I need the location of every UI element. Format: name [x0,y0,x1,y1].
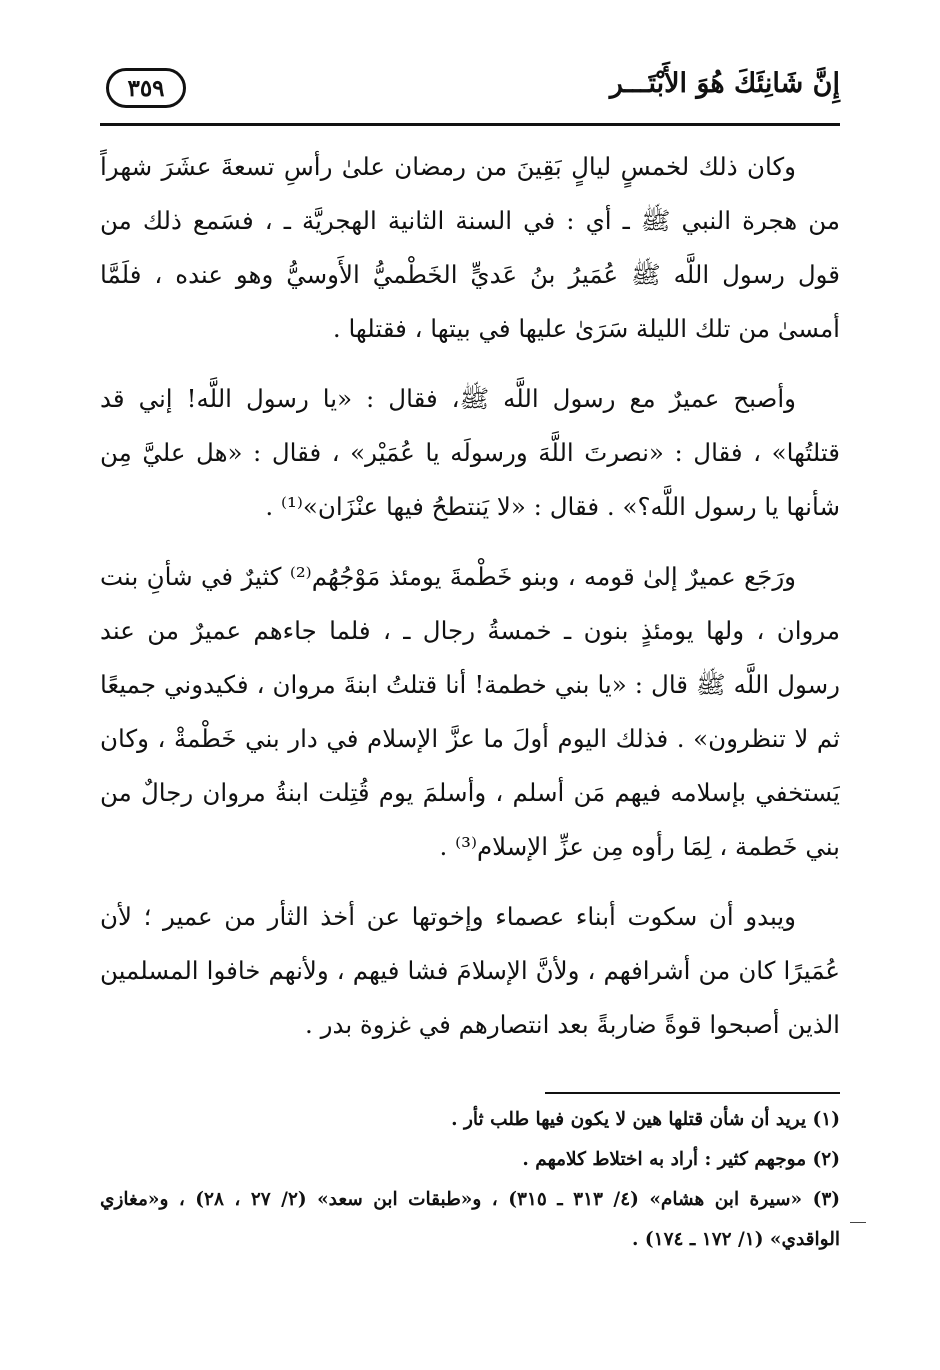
header-rule [100,123,840,126]
page-header [100,60,840,128]
footnote-separator [545,1092,840,1094]
footnote: (١) يريد أن شأن قتلها هين لا يكون فيها طلب ثأر . [451,1109,840,1130]
paragraph: ورَجَع عميرٌ إلىٰ قومه ، وبنو خَطْمةَ يومئذ مَوْجُهُم⁽²⁾ كثيرٌ في شأنِ بنت مروان ، ولها يومئذٍ بنون ـ خمسةُ رجال ـ ، فلما جاءهم عميرٌ من عند رسول اللَّه ﷺ قال : «يا بني خطمة! أنا قتلتُ ابنةَ مروان ، فكيدوني جميعًا ثم لا تنظرون» . فذلك اليوم أولَ ما عزَّ الإسلام في دار بني خَطْمةْ ، وكان يَستخفي بإسلامه فيهم مَن أسلم ، وأسلمَ يوم قُتِلت ابنةُ مروان رجالٌ من بني خَطمة ، لِمَا رأوه مِن عزِّ الإسلام⁽³⁾ . [100,562,840,861]
paragraph: ويبدو أن سكوت أبناء عصماء وإخوتها عن أخذ الثأر من عمير ؛ لأن عُمَيرًا كان من أشرافهم ، ولأنَّ الإسلامَ فشا فيهم ، ولأنهم خافوا المسلمين الذين أصبحوا قوةً ضاربةً بعد انتصارهم في غزوة بدر . [100,902,840,1039]
paragraph: وأصبح عميرٌ مع رسول اللَّه ﷺ، فقال : «يا رسول اللَّه! إني قد قتلتُها» ، فقال : «نصرتَ اللَّهَ ورسولَه يا عُمَيْر» ، فقال : «هل عليَّ مِن شأنها يا رسول اللَّه؟» . فقال : «لا يَنتطحُ فيها عنْزَان»⁽¹⁾ . [100,384,840,521]
running-title: إِنَّ شَانِئَكَ هُوَ الأَبْتَـــر [609,68,840,99]
page-number: ٣٥٩ [106,68,186,108]
margin-mark [850,1222,866,1223]
footnotes [100,1100,840,1260]
paragraph: وكان ذلك لخمسٍ ليالٍ بَقِينَ من رمضان علىٰ رأسِ تسعةَ عشَرَ شهراً من هجرة النبي ﷺ ـ أي : في السنة الثانية الهجريَّة ـ ، فسَمع ذلك من قول رسول اللَّه ﷺ عُمَيرُ بنُ عَديٍّ الخَطْميُّ الأَوسيُّ وهو عنده ، فلَمَّا أمسىٰ من تلك الليلة سَرَىٰ عليها في بيتها ، فقتلها . [100,152,840,343]
main-text [100,140,840,1100]
footnote: (٢) موجهم كثير : أراد به اختلاط كلامهم . [522,1149,840,1170]
footnote: (٣) «سيرة ابن هشام» (٤/ ٣١٣ ـ ٣١٥) ، و«طبقات ابن سعد» (٢/ ٢٧ ، ٢٨) ، و«مغازي الواقدي» (١/ ١٧٢ ـ ١٧٤) . [100,1189,841,1250]
